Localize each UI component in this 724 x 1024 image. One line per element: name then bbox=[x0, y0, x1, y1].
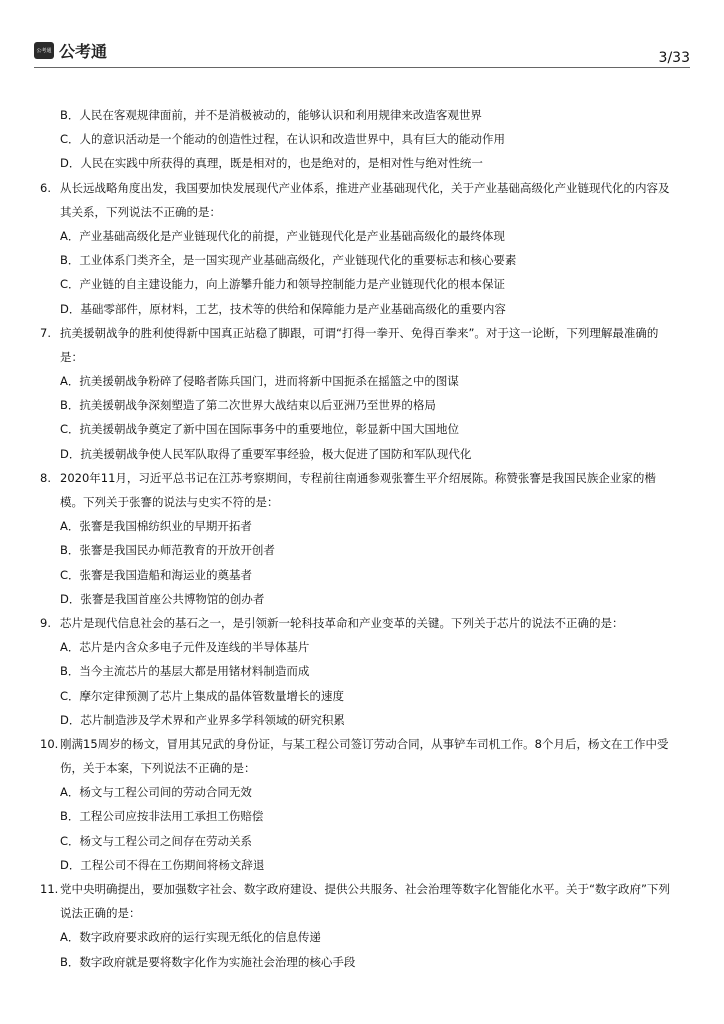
question-text: 刚满15周岁的杨文，冒用其兄武的身份证，与某工程公司签订劳动合同，从事铲车司机工作。8个月后，杨文在工作中受 bbox=[60, 736, 669, 751]
answer-option: D．基础零部件，原材料，工艺，技术等的供给和保障能力是产业基础高级化的重要内容 bbox=[60, 301, 506, 316]
answer-option: C．摩尔定律预测了芯片上集成的晶体管数量增长的速度 bbox=[60, 688, 345, 703]
question-text-continued: 说法正确的是： bbox=[60, 906, 141, 921]
answer-option: A．芯片是内含众多电子元件及连线的半导体基片 bbox=[60, 640, 310, 655]
question-text-continued: 伤，关于本案，下列说法不正确的是： bbox=[60, 761, 256, 776]
question-text: 从长远战略角度出发，我国要加快发展现代产业体系，推进产业基础现代化，关于产业基础高级化产业链现代化的内容及 bbox=[60, 180, 670, 195]
question-text: 2020年11月，习近平总书记在江苏考察期间，专程前往南通参观张謇生平介绍展陈。称赞张謇是我国民族企业家的楷 bbox=[60, 470, 656, 485]
answer-option: A．数字政府要求政府的运行实现无纸化的信息传递 bbox=[60, 930, 321, 945]
question-text: 党中央明确提出，要加强数字社会、数字政府建设、提供公共服务、社会治理等数字化智能化水平。关于“数字政府”下列 bbox=[60, 882, 670, 896]
question-stem bbox=[40, 877, 692, 901]
question-number: 11. bbox=[40, 882, 59, 896]
question-text-continued: 模。下列关于张謇的说法与史实不符的是： bbox=[60, 495, 279, 509]
logo-text: 公考通 bbox=[59, 42, 108, 61]
question-number: 7. bbox=[40, 325, 51, 340]
header-divider bbox=[34, 67, 690, 68]
answer-option: D．张謇是我国首座公共博物馆的创办者 bbox=[60, 591, 265, 606]
page-number: 3/33 bbox=[658, 50, 690, 66]
question-number: 6. bbox=[40, 180, 51, 195]
answer-option: C．张謇是我国造船和海运业的奠基者 bbox=[60, 567, 253, 582]
question-stem bbox=[40, 466, 692, 490]
answer-option: A．抗美援朝战争粉碎了侵略者陈兵国门，进而将新中国扼杀在摇篮之中的图谋 bbox=[60, 374, 459, 389]
answer-option: D．芯片制造涉及学术界和产业界多学科领域的研究积累 bbox=[60, 712, 345, 727]
answer-option: B．数字政府就是要将数字化作为实施社会治理的核心手段 bbox=[60, 954, 356, 969]
answer-option: A．产业基础高级化是产业链现代化的前提，产业链现代化是产业基础高级化的最终体现 bbox=[60, 228, 505, 243]
answer-option: B．当今主流芯片的基层大都是用锗材料制造而成 bbox=[60, 664, 310, 679]
question-stem bbox=[40, 321, 692, 345]
answer-option: D．工程公司不得在工伤期间将杨文辞退 bbox=[60, 857, 265, 872]
answer-option: C．杨文与工程公司之间存在劳动关系 bbox=[60, 833, 253, 848]
answer-option: D．人民在实践中所获得的真理，既是相对的，也是绝对的，是相对性与绝对性统一 bbox=[60, 156, 483, 171]
answer-option: B．抗美援朝战争深刻塑造了第二次世界大战结束以后亚洲乃至世界的格局 bbox=[60, 398, 436, 413]
answer-option: C．抗美援朝战争奠定了新中国在国际事务中的重要地位，彰显新中国大国地位 bbox=[60, 422, 460, 437]
question-number: 9. bbox=[40, 615, 51, 630]
question-list bbox=[40, 103, 692, 974]
question-number: 10. bbox=[40, 736, 59, 751]
answer-option: B．人民在客观规律面前，并不是消极被动的，能够认识和利用规律来改造客观世界 bbox=[60, 108, 482, 122]
logo-badge-text: 公考通 bbox=[36, 48, 52, 54]
answer-option: C．产业链的自主建设能力，向上游攀升能力和领导控制能力是产业链现代化的根本保证 bbox=[60, 277, 506, 292]
question-stem bbox=[40, 176, 692, 200]
question-text: 抗美援朝战争的胜利使得新中国真正站稳了脚跟，可谓“打得一拳开、免得百拳来”。对于这一论断，下列理解最准确的 bbox=[60, 325, 659, 340]
answer-option: B．工程公司应按非法用工承担工伤赔偿 bbox=[60, 809, 264, 824]
page-header bbox=[34, 42, 690, 68]
question-text-continued: 是： bbox=[60, 349, 83, 364]
logo-badge bbox=[34, 42, 54, 59]
answer-option: C．人的意识活动是一个能动的创造性过程，在认识和改造世界中，具有巨大的能动作用 bbox=[60, 132, 506, 147]
question-stem bbox=[40, 611, 692, 635]
answer-option: B．张謇是我国民办师范教育的开放开创者 bbox=[60, 543, 275, 558]
question-number: 8. bbox=[40, 470, 51, 485]
question-text-continued: 其关系，下列说法不正确的是： bbox=[60, 204, 221, 219]
answer-option: D．抗美援朝战争使人民军队取得了重要军事经验，极大促进了国防和军队现代化 bbox=[60, 446, 472, 461]
question-stem bbox=[40, 732, 692, 756]
answer-option: A．张謇是我国棉纺织业的早期开拓者 bbox=[60, 519, 252, 534]
answer-option: A．杨文与工程公司间的劳动合同无效 bbox=[60, 785, 252, 800]
answer-option: B．工业体系门类齐全，是一国实现产业基础高级化，产业链现代化的重要标志和核心要素 bbox=[60, 253, 517, 268]
question-text: 芯片是现代信息社会的基石之一，是引领新一轮科技革命和产业变革的关键。下列关于芯片的说法不正确的是： bbox=[60, 615, 624, 630]
